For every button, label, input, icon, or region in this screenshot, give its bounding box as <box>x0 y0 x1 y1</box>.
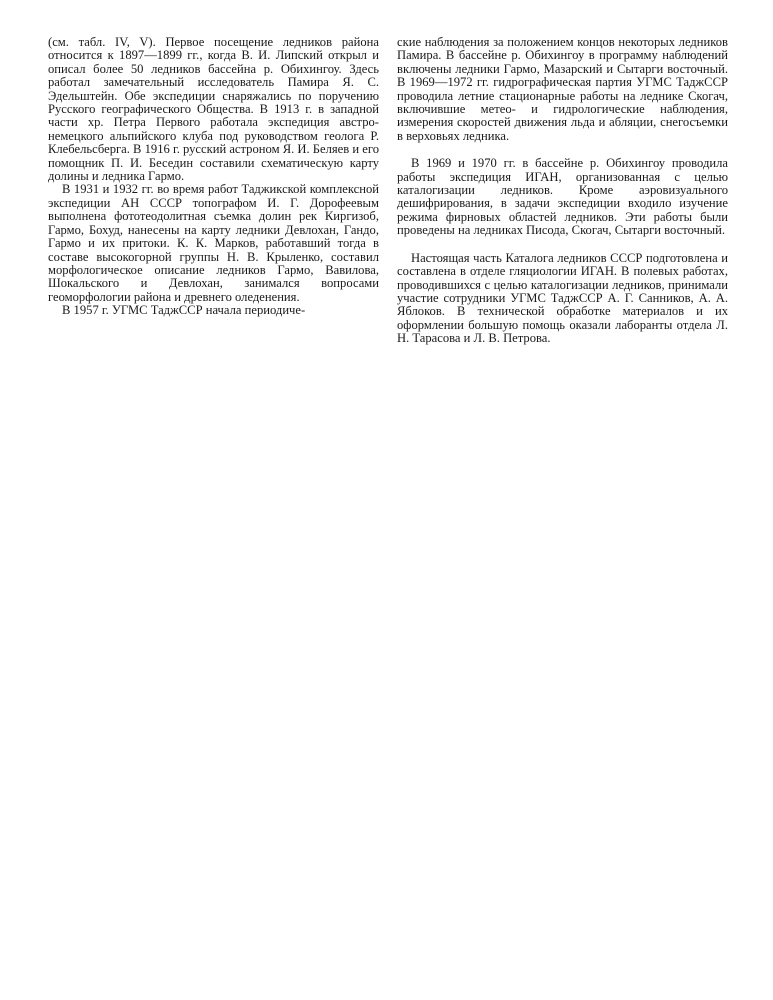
paragraph-1957-start: В 1957 г. УГМС ТаджССР начала периодиче- <box>62 303 306 318</box>
paragraph-1957-continued: ские наблюдения за положением концов некоторых ледников Памира. В бассейне р. Обихингоу в программу наблюдений включены ледники Гармо, Мазарский и Сытарги восточный. В 1969—1972 гг. гидрографическая партия УГМС ТаджССР проводила летние стационарные работы на леднике Скогач, включившие метео- и гидрологические наблюдения, измерения скоростей движения льда и абляции, снегосъемки в верховьях ледника. <box>397 35 728 143</box>
paragraph-catalog-credits: Настоящая часть Каталога ледников СССР подготовлена и составлена в отделе гляциологии ИГАН. В полевых работах, проводившихся с целью каталогизации ледников, принимали участие сотрудники УГМС ТаджССР А. Г. Санников, А. А. Яблоков. В технической обработке материалов и их оформлении большую помощь оказали лаборанты отдела Л. Н. Тарасова и Л. В. Петрова. <box>397 250 728 346</box>
paragraph-1931-expedition: В 1931 и 1932 гг. во время работ Таджикской комплексной экспедиции АН СССР топографом И. Г. Дорофеевым выполнена фототеодолитная съемка долин рек Киргизоб, Гармо, Бохуд, нанесены на карту ледники Девлохан, Гандо, Гармо и их притоки. К. К. Марков, работавший тогда в составе высокогорной группы Н. В. Крыленко, составил морфологическое описание ледников Гармо, Вавилова, Шокальского и Девлохан, занимался вопросами геоморфологии района и древнего оледенения. <box>48 182 379 304</box>
left-column <box>48 36 379 318</box>
right-column <box>397 36 728 346</box>
paragraph-igan-expedition: В 1969 и 1970 гг. в бассейне р. Обихингоу проводила работы экспедиция ИГАН, организованная с целью каталогизации ледников. Кроме аэровизуального дешифрирования, в задачи экспедиции входило изучение режима фирновых областей ледников. Эти работы были проведены на ледниках Писода, Скогач, Сытарги восточный. <box>397 156 728 238</box>
paragraph-history-early: (см. табл. IV, V). Первое посещение ледников района относится к 1897—1899 гг., когда В. И. Липский открыл и описал более 50 ледников бассейна р. Обихингоу. Здесь работал замечательный исследователь Памира Я. С. Эдельштейн. Обе экспедиции снаряжались по поручению Русского географического Общества. В 1913 г. в западной части хр. Петра Первого работала экспедиция австро-немецкого альпийского клуба под руководством геолога Р. Клебельсберга. В 1916 г. русский астроном Я. И. Беляев и его помощник П. И. Беседин составили схематическую карту долины и ледника Гармо. <box>48 35 379 184</box>
